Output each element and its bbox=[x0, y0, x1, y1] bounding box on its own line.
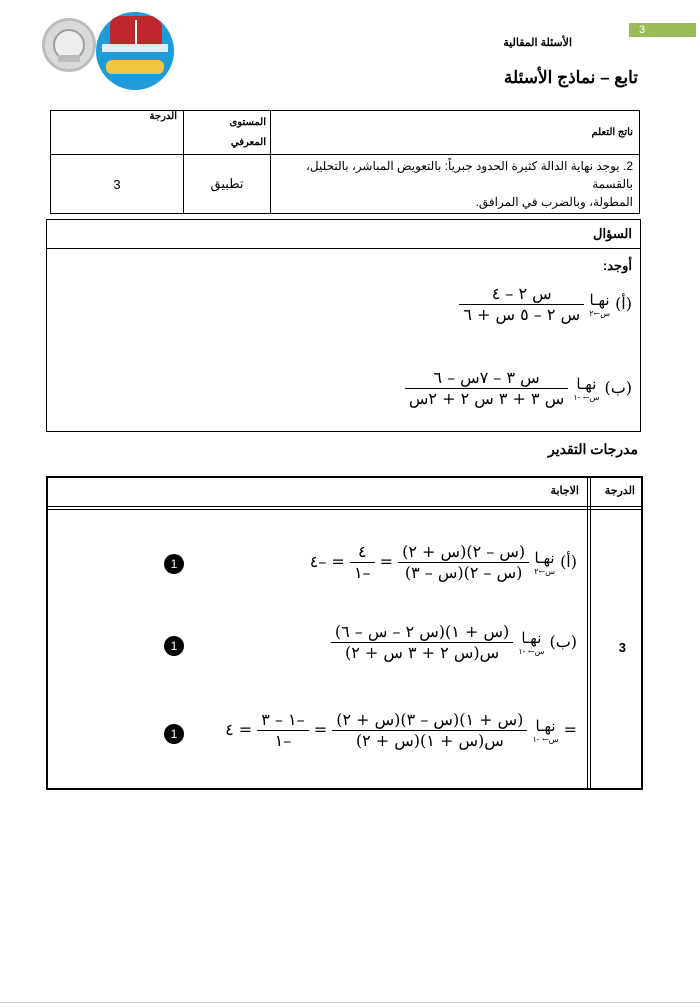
rubric-grade-value: 3 bbox=[618, 640, 626, 655]
score-point-marker: 1 bbox=[164, 554, 184, 574]
question-heading: السؤال bbox=[593, 226, 632, 241]
rubric-grade-header: الدرجة bbox=[604, 485, 635, 497]
part-a-fraction: $\frac{\text{س ٢ – ٤}}{\text{س ٢ – ٥ س + ٦}}$ bbox=[459, 284, 584, 325]
outcome-header: ناتج التعلم bbox=[271, 111, 640, 155]
score-point-marker: 1 bbox=[164, 636, 184, 656]
limit-symbol: نهـا س← -١ bbox=[518, 629, 545, 656]
question-box bbox=[46, 219, 641, 432]
rubric-line-a: (أ) نهـا س←٢ $\frac{\text{(س – ٢)(س + ٢)}}{\text{(س – ٢)(س – ٣)}}$ = $\frac{٤}{-١}$ = –٤ bbox=[309, 542, 577, 582]
rubric-table bbox=[46, 476, 643, 790]
question-part-a bbox=[459, 284, 632, 325]
question-part-b bbox=[405, 368, 632, 409]
section-title: تابع – نماذج الأسئلة bbox=[503, 68, 638, 87]
limit-symbol: نهـا س← -١ bbox=[532, 717, 559, 744]
limit-symbol: نهـا س←٢ bbox=[534, 549, 555, 576]
grade-value: 3 bbox=[51, 155, 184, 214]
outcome-table bbox=[50, 110, 640, 214]
part-a-label: (أ) bbox=[615, 294, 632, 313]
question-prompt: أوجد: bbox=[602, 258, 632, 273]
level-header: المستوى المعرفي bbox=[184, 111, 271, 155]
grade-header: الدرجة bbox=[51, 111, 184, 155]
score-point-marker: 1 bbox=[164, 724, 184, 744]
page-number-tab: 3 bbox=[629, 23, 696, 37]
rubric-heading: مدرجات التقدير bbox=[547, 441, 638, 457]
part-b-label: (ب) bbox=[604, 378, 632, 397]
ncerd-seal-logo bbox=[42, 18, 96, 72]
limit-symbol: نهـا س← -١ bbox=[573, 375, 600, 402]
rubric-line-b: (ب) نهـا س← -١ $\frac{\text{(س + ١)(س ٢ – س – ٦)}}{\text{س(س ٢ + ٣ س + ٢)}}$ bbox=[331, 622, 577, 663]
rubric-line-c: = نهـا س← -١ $\frac{\text{(س + ١)(س – ٣)(س + ٢)}}{\text{س(س + ١)(س + ٢)}}$ = $\frac{-١ - ٣}{-١}$ = ٤ bbox=[225, 710, 577, 750]
level-value: تطبيق bbox=[184, 155, 271, 214]
part-b-fraction: $\frac{\text{س ٣ – ٧س – ٦}}{\text{س ٣ + ٣ س ٢ + ٢س}}$ bbox=[405, 368, 568, 409]
limit-symbol: نهـا س←٢ bbox=[589, 291, 610, 318]
running-title: الأسئلة المقالية bbox=[503, 37, 572, 49]
rubric-answer-header: الاجابة bbox=[550, 485, 579, 497]
page-bottom-rule bbox=[0, 1002, 700, 1003]
ministry-education-logo bbox=[96, 12, 174, 90]
outcome-text: 2. يوجد نهاية الدالة كثيرة الحدود جبرياً: بالتعويض المباشر، بالتحليل، بالقسمة المطولة، وبالضرب في المرافق. bbox=[271, 155, 640, 214]
